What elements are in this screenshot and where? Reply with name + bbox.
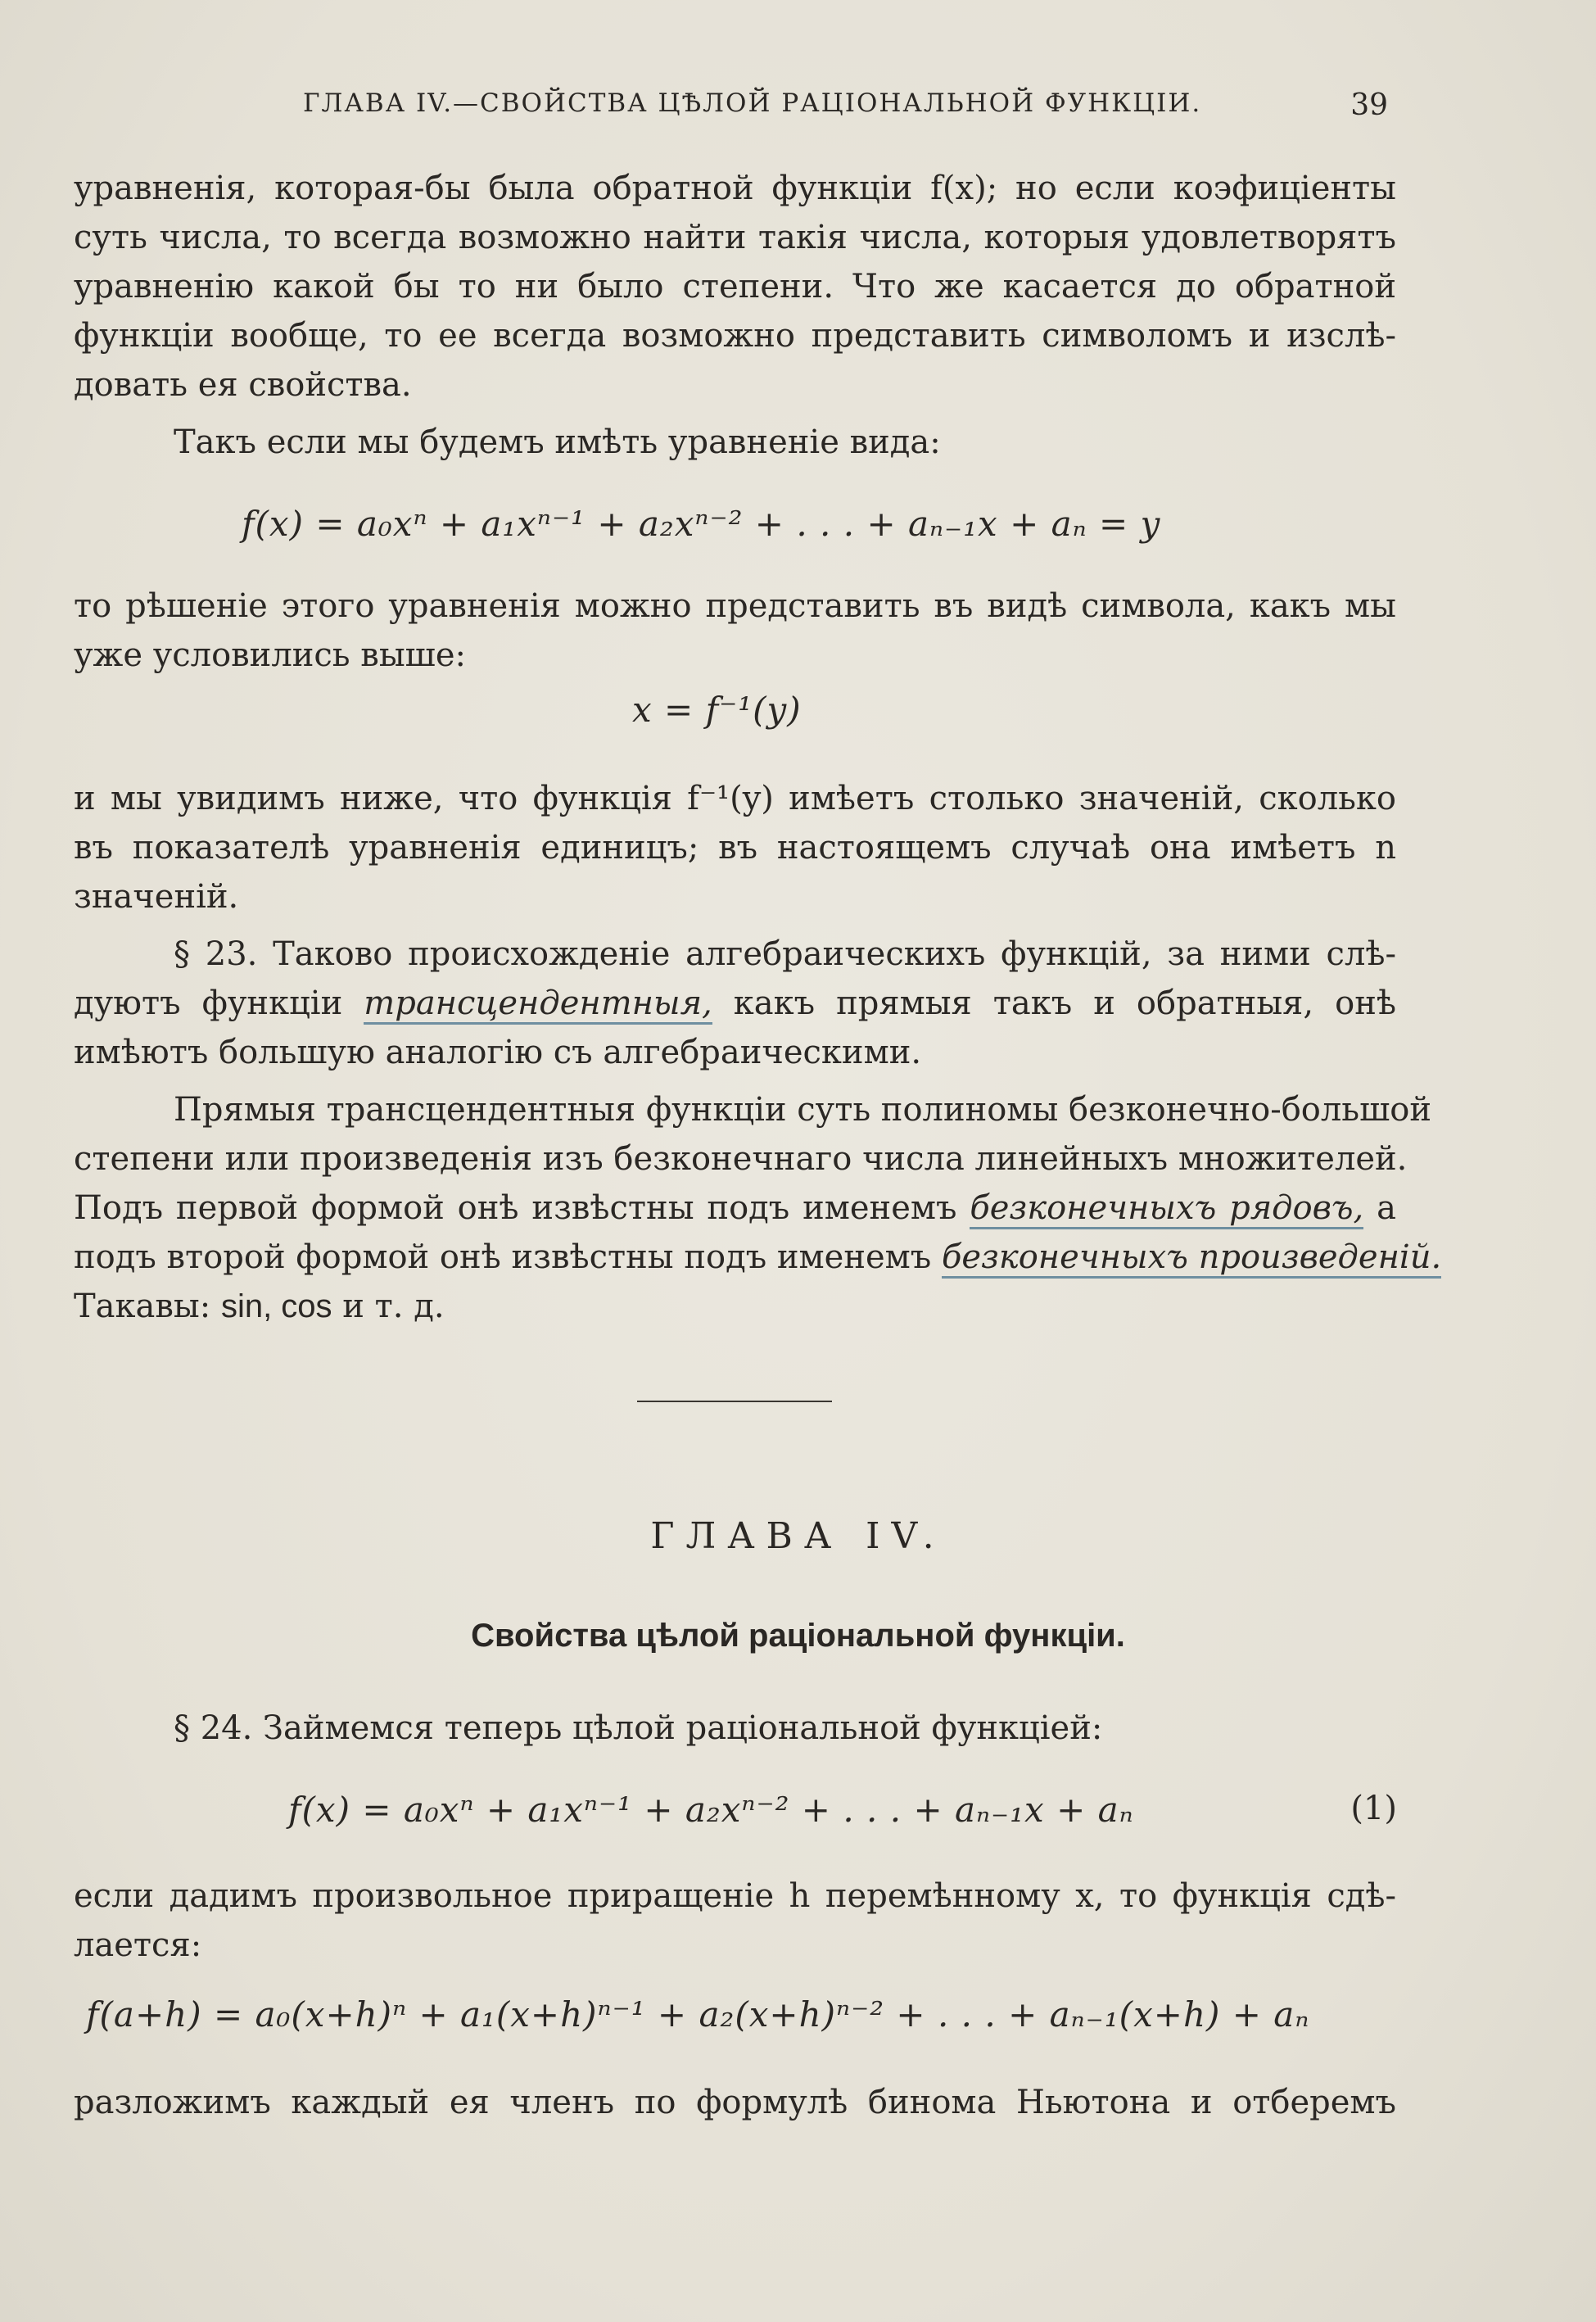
- text-line: и мы увидимъ ниже, что функція f⁻¹(y) имѣетъ столько значеній, сколько: [74, 780, 1396, 817]
- paragraph-3: [74, 582, 1396, 680]
- text-line-with-term: [74, 1233, 1442, 1282]
- text-line: въ показателѣ уравненія единицъ; въ настоящемъ случаѣ она имѣетъ n: [74, 829, 1396, 867]
- formula-inverse-function: x = f⁻¹(y): [632, 690, 802, 730]
- section-divider: [637, 1401, 832, 1402]
- text-line: если дадимъ произвольное приращеніе h перемѣнному x, то функція сдѣ-: [74, 1877, 1396, 1915]
- paragraph-5: [74, 930, 1396, 1077]
- text-line: [74, 1282, 1396, 1331]
- term-infinite-products: безконечныхъ произведеній.: [942, 1238, 1441, 1279]
- text-line: уравненію какой бы то ни было степени. Что же касается до обратной: [74, 268, 1396, 306]
- text-line: уравненія, которая-бы была обратной функціи f(x); но если коэфиціенты: [74, 170, 1396, 207]
- paragraph-9: [74, 2078, 1396, 2127]
- text-fragment: какъ прямыя такъ и обратныя, онѣ: [733, 984, 1396, 1022]
- text-line-with-term: [74, 1184, 1396, 1233]
- formula-polynomial-equation: f(x) = a₀xⁿ + a₁xⁿ⁻¹ + a₂xⁿ⁻² + . . . + aₙ₋₁x + aₙ = y: [242, 504, 1161, 544]
- function-names: sin, cos: [220, 1288, 332, 1324]
- formula-increment-expansion: f(a+h) = a₀(x+h)ⁿ + a₁(x+h)ⁿ⁻¹ + a₂(x+h)ⁿ⁻² + . . . + aₙ₋₁(x+h) + aₙ: [86, 1994, 1310, 2035]
- text-line: Прямыя трансцендентныя функціи суть полиномы безконечно-большой: [174, 1091, 1431, 1129]
- text-fragment: а: [1377, 1189, 1397, 1227]
- chapter-title: ГЛАВА IV.: [650, 1515, 946, 1557]
- formula-rational-function: f(x) = a₀xⁿ + a₁xⁿ⁻¹ + a₂xⁿ⁻² + . . . + aₙ₋₁x + aₙ: [288, 1790, 1134, 1830]
- text-fragment: дуютъ функціи: [74, 984, 343, 1022]
- text-line: уже условились выше:: [74, 636, 466, 674]
- text-line: разложимъ каждый ея членъ по формулѣ бинома Ньютона и отберемъ: [74, 2084, 1396, 2121]
- text-line: суть числа, то всегда возможно найти такія числа, которыя удовлетворятъ: [74, 219, 1396, 256]
- text-fragment: и т. д.: [342, 1288, 445, 1325]
- text-line: то рѣшеніе этого уравненія можно представить въ видѣ символа, какъ мы: [74, 587, 1396, 625]
- paragraph-7: [174, 1704, 1396, 1753]
- page-header: [74, 88, 1388, 129]
- paragraph-2: [174, 418, 1396, 467]
- text-line: функціи вообще, то ее всегда возможно представить символомъ и изслѣ-: [74, 317, 1396, 355]
- text-line: § 24. Займемся теперь цѣлой раціональной функціей:: [174, 1709, 1103, 1747]
- text-line: значеній.: [74, 878, 239, 916]
- text-line: Такъ если мы будемъ имѣть уравненіе вида:: [174, 423, 941, 461]
- text-fragment: Такавы:: [74, 1288, 211, 1325]
- equation-number: (1): [1350, 1790, 1397, 1827]
- text-line: степени или произведенія изъ безконечнаго числа линейныхъ множителей.: [74, 1140, 1408, 1178]
- paragraph-8: [74, 1872, 1396, 1970]
- chapter-subtitle: Свойства цѣлой раціональной функціи.: [471, 1618, 1125, 1654]
- page-number: 39: [1350, 88, 1388, 122]
- text-fragment: Подъ первой формой онѣ извѣстны подъ именемъ: [74, 1189, 957, 1227]
- term-transcendental: трансцендентныя,: [364, 984, 712, 1025]
- text-line: лается:: [74, 1926, 202, 1964]
- paragraph-6: [74, 1085, 1442, 1331]
- paragraph-4: [74, 774, 1396, 921]
- text-line: имѣютъ большую аналогію съ алгебраическими.: [74, 1034, 922, 1071]
- paragraph-1: [74, 164, 1396, 410]
- running-title: ГЛАВА IV.—СВОЙСТВА ЦѢЛОЙ РАЦІОНАЛЬНОЙ ФУНКЦІИ.: [303, 88, 1202, 118]
- text-line-with-term: [74, 979, 1396, 1028]
- text-line: § 23. Таково происхожденіе алгебраическихъ функцій, за ними слѣ-: [174, 935, 1396, 973]
- text-fragment: подъ второй формой онѣ извѣстны подъ именемъ: [74, 1238, 932, 1276]
- term-infinite-series: безконечныхъ рядовъ,: [970, 1189, 1363, 1229]
- text-line: довать ея свойства.: [74, 366, 412, 404]
